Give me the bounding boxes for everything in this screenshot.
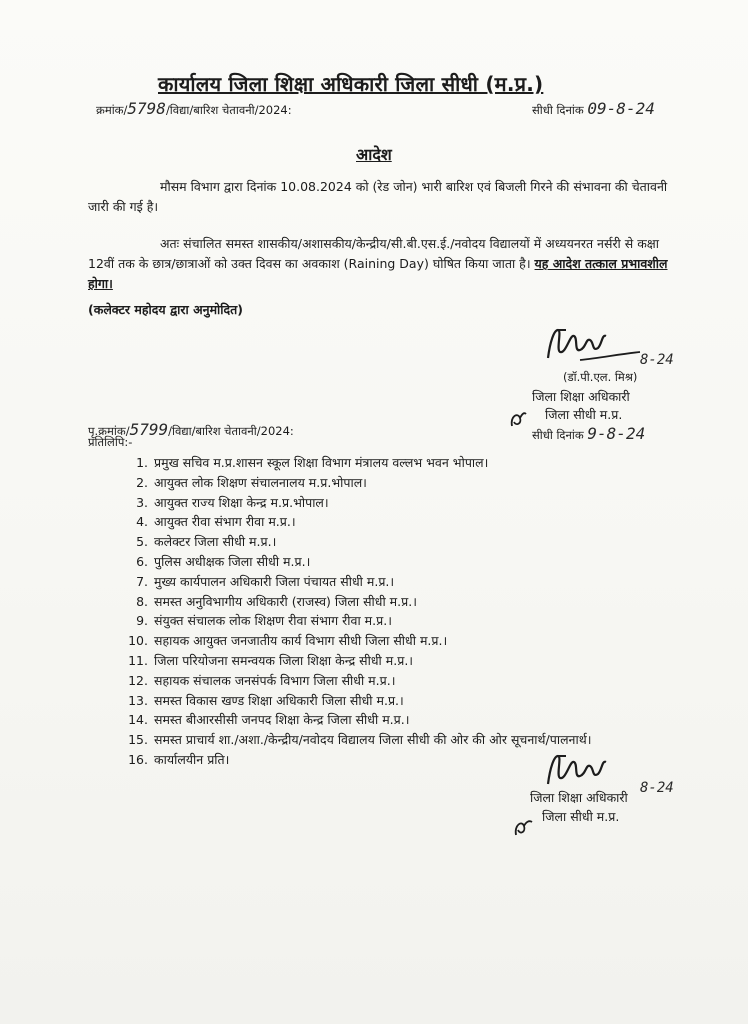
- paragraph-2-text: अतः संचालित समस्त शासकीय/अशासकीय/केन्द्रीय/सी.बी.एस.ई./नवोदय विद्यालयों में अध्ययनरत नर्सरी से कक्षा 12वीं तक के छात्र/छात्राओं को उक्त दिवस का अवकाश (Raining Day) घोषित किया जाता है।: [88, 236, 659, 271]
- copy-date: [532, 424, 645, 443]
- recipient-item: [126, 552, 686, 572]
- recipient-number: 8.: [136, 593, 148, 609]
- signature-1-date: 8-24: [640, 352, 674, 368]
- recipient-text: आयुक्त रीवा संभाग रीवा म.प्र.।: [154, 514, 296, 530]
- recipient-number: 4.: [136, 514, 148, 530]
- copy-date-value: 9-8-24: [587, 424, 646, 443]
- recipient-number: 15.: [128, 732, 148, 748]
- copy-ref-number: 5799: [129, 420, 169, 439]
- order-reference: [96, 99, 292, 118]
- copy-ref-prefix: पृ.क्रमांक/: [88, 424, 130, 438]
- signature-1-image: [540, 322, 650, 370]
- recipient-item: [126, 493, 686, 513]
- initial-mark-2: [512, 815, 534, 839]
- recipient-item: [126, 512, 686, 532]
- recipient-number: 6.: [136, 553, 148, 569]
- approval-note: (कलेक्टर महोदय द्वारा अनुमोदित): [88, 302, 243, 317]
- ref-prefix: क्रमांक/: [96, 103, 128, 117]
- signature-2-date: 8-24: [640, 780, 674, 796]
- recipient-text: आयुक्त लोक शिक्षण संचालनालय म.प्र.भोपाल।: [154, 474, 367, 490]
- copy-label: प्रतिलिपि:-: [88, 435, 133, 449]
- recipient-list: [126, 453, 686, 770]
- recipient-item: [126, 730, 686, 750]
- signatory-1-designation: जिला शिक्षा अधिकारी: [532, 389, 630, 404]
- recipient-item: [126, 453, 686, 473]
- date-label: सीधी दिनांक: [532, 103, 584, 117]
- signatory-1-name: (डॉ.पी.एल. मिश्र): [563, 370, 638, 384]
- date-value: 09-8-24: [587, 99, 655, 118]
- recipient-number: 7.: [136, 573, 148, 589]
- paragraph-2-emphasis: यह आदेश तत्काल प्रभावशील होगा।: [88, 256, 668, 291]
- copy-date-label: सीधी दिनांक: [532, 428, 584, 442]
- recipient-text: समस्त प्राचार्य शा./अशा./केन्द्रीय/नवोदय विद्यालय जिला सीधी की ओर की ओर सूचनार्थ/पालनार्थ।: [154, 732, 592, 748]
- recipient-number: 16.: [128, 751, 148, 767]
- recipient-item: [126, 671, 686, 691]
- recipient-item: [126, 572, 686, 592]
- recipient-text: समस्त बीआरसीसी जनपद शिक्षा केन्द्र जिला सीधी म.प्र.।: [154, 712, 410, 728]
- recipient-item: [126, 710, 686, 730]
- recipient-text: समस्त अनुविभागीय अधिकारी (राजस्व) जिला सीधी म.प्र.।: [154, 593, 417, 609]
- recipient-text: प्रमुख सचिव म.प्र.शासन स्कूल शिक्षा विभाग मंत्रालय वल्लभ भवन भोपाल।: [154, 455, 489, 470]
- recipient-text: कार्यालयीन प्रति।: [154, 751, 230, 767]
- recipient-text: सहायक आयुक्त जनजातीय कार्य विभाग सीधी जिला सीधी म.प्र.।: [154, 633, 448, 649]
- recipient-number: 9.: [136, 613, 148, 629]
- recipient-item: [126, 532, 686, 552]
- recipient-number: 3.: [136, 494, 148, 510]
- recipient-text: पुलिस अधीक्षक जिला सीधी म.प्र.।: [154, 553, 311, 569]
- initial-mark-1: [508, 408, 528, 430]
- recipient-text: संयुक्त संचालक लोक शिक्षण रीवा संभाग रीवा म.प्र.।: [154, 613, 392, 629]
- recipient-item: [126, 473, 686, 493]
- recipient-number: 1.: [136, 455, 148, 470]
- ref-suffix: /विद्या/बारिश चेतावनी/2024:: [165, 103, 292, 117]
- recipient-number: 13.: [128, 692, 148, 708]
- signatory-2-location: जिला सीधी म.प्र.: [542, 809, 620, 824]
- recipient-number: 5.: [136, 534, 148, 550]
- signatory-2-designation: जिला शिक्षा अधिकारी: [530, 790, 628, 805]
- order-paragraph-2: [88, 234, 678, 294]
- copy-ref-suffix: /विद्या/बारिश चेतावनी/2024:: [168, 424, 294, 438]
- recipient-text: सहायक संचालक जनसंपर्क विभाग जिला सीधी म.प्र.।: [154, 672, 396, 688]
- signatory-1-location: जिला सीधी म.प्र.: [545, 407, 623, 422]
- recipient-text: मुख्य कार्यपालन अधिकारी जिला पंचायत सीधी म.प्र.।: [154, 573, 395, 589]
- recipient-text: आयुक्त राज्य शिक्षा केन्द्र म.प्र.भोपाल।: [154, 494, 329, 510]
- recipient-item: [126, 691, 686, 711]
- recipient-text: कलेक्टर जिला सीधी म.प्र.।: [154, 534, 277, 550]
- ref-number: 5798: [127, 99, 166, 118]
- order-paragraph-1: मौसम विभाग द्वारा दिनांक 10.08.2024 को (रेड जोन) भारी बारिश एवं बिजली गिरने की संभावना की चेतावनी जारी की गई है।: [88, 179, 668, 214]
- recipient-text: समस्त विकास खण्ड शिक्षा अधिकारी जिला सीधी म.प्र.।: [154, 692, 404, 708]
- order-date: [532, 99, 655, 118]
- recipient-number: 10.: [128, 633, 148, 649]
- recipient-text: जिला परियोजना समन्वयक जिला शिक्षा केन्द्र सीधी म.प्र.।: [154, 652, 414, 668]
- recipient-number: 11.: [128, 652, 148, 668]
- recipient-number: 12.: [128, 672, 148, 688]
- order-heading: आदेश: [356, 145, 392, 164]
- recipient-number: 2.: [136, 474, 148, 490]
- recipient-number: 14.: [128, 712, 148, 728]
- recipient-item: [126, 611, 686, 631]
- office-title: कार्यालय जिला शिक्षा अधिकारी जिला सीधी (म.प्र.): [158, 72, 544, 96]
- recipient-item: [126, 631, 686, 651]
- recipient-item: [126, 651, 686, 671]
- recipient-item: [126, 592, 686, 612]
